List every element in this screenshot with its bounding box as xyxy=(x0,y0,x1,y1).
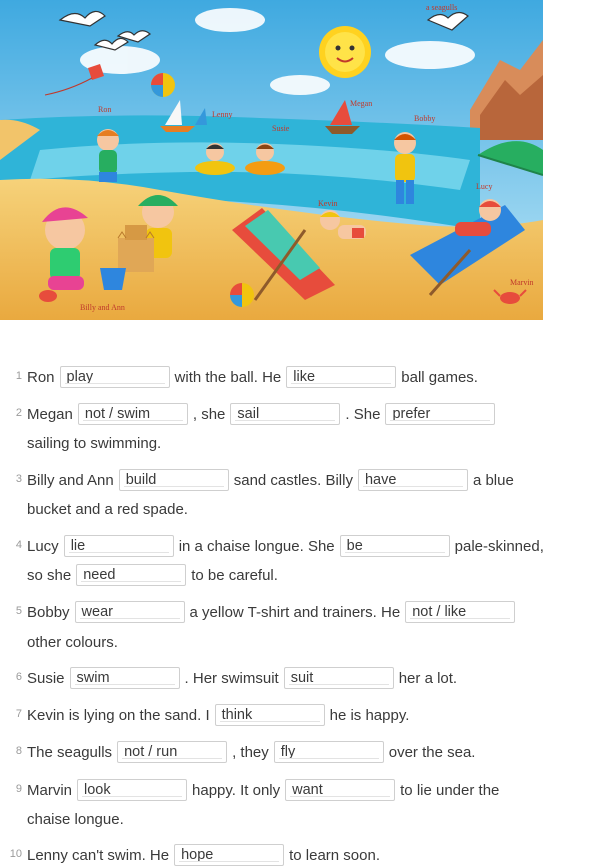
beach-ball xyxy=(230,283,254,307)
sentence-text: happy. It only xyxy=(192,781,281,799)
sentence-text: bucket and a red spade. xyxy=(27,500,188,518)
exercise-number: 5 xyxy=(15,605,22,617)
exercise-line xyxy=(27,431,161,455)
exercise-line xyxy=(27,740,475,764)
answer-field[interactable]: prefer xyxy=(385,403,495,425)
label-megan: Megan xyxy=(350,99,373,108)
sentence-text: . She xyxy=(345,405,381,423)
sentence-text: pale-skinned, xyxy=(454,537,544,555)
sentence-text: Lucy xyxy=(27,537,59,555)
exercise-line xyxy=(27,534,544,558)
exercise-number: 2 xyxy=(15,407,22,419)
label-lenny: Lenny xyxy=(212,110,233,119)
answer-field[interactable]: like xyxy=(286,366,396,388)
sentence-text: a blue xyxy=(472,471,514,489)
answer-field[interactable]: have xyxy=(358,469,468,491)
label-ron: Ron xyxy=(98,105,112,114)
exercise-line xyxy=(27,600,520,624)
sentence-text: . Her swimsuit xyxy=(184,669,279,687)
sentence-text: Megan xyxy=(27,405,73,423)
sentence-text: other colours. xyxy=(27,633,118,651)
sentence-text: Bobby xyxy=(27,603,70,621)
answer-field[interactable]: suit xyxy=(284,667,394,689)
label-kevin: Kevin xyxy=(318,199,338,208)
exercise-line xyxy=(27,497,188,521)
sentence-text: chaise longue. xyxy=(27,810,124,828)
exercise-line xyxy=(27,703,409,727)
answer-field[interactable]: swim xyxy=(70,667,180,689)
sentence-text: with the ball. He xyxy=(174,368,282,386)
answer-field[interactable]: hope xyxy=(174,844,284,866)
beach-ball xyxy=(151,73,175,97)
answer-field[interactable]: be xyxy=(340,535,450,557)
sun-icon xyxy=(319,26,371,78)
bucket xyxy=(100,268,126,290)
exercise-line xyxy=(27,365,478,389)
exercise-line xyxy=(27,563,278,587)
label-billy-and-ann: Billy and Ann xyxy=(80,303,125,312)
exercise-number: 10 xyxy=(9,848,22,860)
exercise-line xyxy=(27,666,457,690)
spade xyxy=(39,290,57,302)
sentence-text: Lenny can't swim. He xyxy=(27,846,170,864)
label-lucy: Lucy xyxy=(476,182,493,191)
sentence-text: a yellow T-shirt and trainers. He xyxy=(189,603,401,621)
answer-field[interactable]: not / run xyxy=(117,741,227,763)
sentence-text: sailing to swimming. xyxy=(27,434,162,452)
exercise-line xyxy=(27,402,500,426)
sentence-text: Billy and Ann xyxy=(27,471,114,489)
sentence-text: sand castles. Billy xyxy=(233,471,353,489)
exercise-number: 8 xyxy=(15,745,22,757)
exercise-line xyxy=(27,630,118,654)
sentence-text: her a lot. xyxy=(398,669,458,687)
sentence-text: so she xyxy=(27,566,72,584)
answer-field[interactable]: play xyxy=(60,366,170,388)
exercise-number: 1 xyxy=(15,370,22,382)
exercise-number: 6 xyxy=(15,671,22,683)
exercise-number: 9 xyxy=(15,783,22,795)
exercise-line xyxy=(27,468,514,492)
sentence-text: Susie xyxy=(27,669,65,687)
sentence-text: to learn soon. xyxy=(289,846,380,864)
exercise-number: 7 xyxy=(15,708,22,720)
sentence-text: to lie under the xyxy=(400,781,500,799)
answer-field[interactable]: look xyxy=(77,779,187,801)
sentence-text: Kevin is lying on the sand. I xyxy=(27,706,210,724)
sentence-text: ball games. xyxy=(401,368,478,386)
sentence-text: , they xyxy=(232,743,269,761)
exercise-number: 3 xyxy=(15,473,22,485)
sentence-text: Marvin xyxy=(27,781,73,799)
beach-illustration xyxy=(0,0,543,320)
answer-field[interactable]: not / like xyxy=(405,601,515,623)
answer-field[interactable]: need xyxy=(76,564,186,586)
child-ron xyxy=(97,129,119,182)
sentence-text: over the sea. xyxy=(388,743,476,761)
label-marvin: Marvin xyxy=(510,278,534,287)
answer-field[interactable]: fly xyxy=(274,741,384,763)
exercise-number: 4 xyxy=(15,539,22,551)
sentence-text: The seagulls xyxy=(27,743,113,761)
answer-field[interactable]: think xyxy=(215,704,325,726)
answer-field[interactable]: build xyxy=(119,469,229,491)
answer-field[interactable]: lie xyxy=(64,535,174,557)
answer-field[interactable]: want xyxy=(285,779,395,801)
answer-field[interactable]: sail xyxy=(230,403,340,425)
label-bobby: Bobby xyxy=(414,114,436,123)
answer-field[interactable]: wear xyxy=(75,601,185,623)
exercise-line xyxy=(27,843,380,867)
sentence-text: to be careful. xyxy=(191,566,278,584)
sentence-text: , she xyxy=(192,405,226,423)
sentence-text: in a chaise longue. She xyxy=(178,537,335,555)
label-susie: Susie xyxy=(272,124,290,133)
sentence-text: he is happy. xyxy=(329,706,410,724)
exercise-line xyxy=(27,807,124,831)
sentence-text: Ron xyxy=(27,368,55,386)
label-seagulls: a seagulls xyxy=(426,3,458,12)
exercise-line xyxy=(27,778,499,802)
answer-field[interactable]: not / swim xyxy=(78,403,188,425)
